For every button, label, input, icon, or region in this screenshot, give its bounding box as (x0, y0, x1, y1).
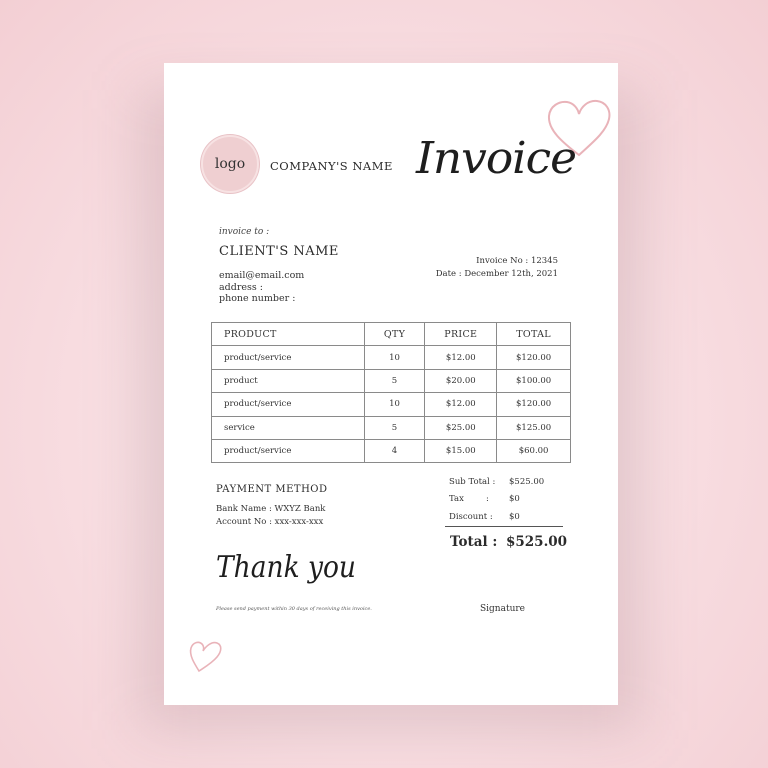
total-value: $525.00 (506, 534, 568, 550)
payment-note: Please send payment within 30 days of receiving this invoice. (216, 606, 372, 612)
cell-price: $25.00 (425, 416, 497, 439)
table-row (212, 439, 571, 462)
cell-price: $12.00 (425, 346, 497, 369)
header-total: TOTAL (497, 323, 571, 346)
invoice-to-label: invoice to : (219, 227, 270, 237)
cell-total: $125.00 (497, 416, 571, 439)
thank-you-text: Thank you (216, 550, 356, 585)
subtotal-value: $525.00 (509, 477, 545, 487)
logo-text: logo (214, 156, 246, 172)
cell-product: product/service (212, 346, 365, 369)
cell-total: $120.00 (497, 346, 571, 369)
company-name: COMPANY'S NAME (270, 159, 393, 173)
heart-outline-icon (186, 635, 226, 675)
tax-value: $0 (509, 494, 520, 504)
cell-price: $12.00 (425, 393, 497, 416)
tax-colon: : (486, 494, 489, 504)
subtotal-label: Sub Total : (449, 477, 496, 487)
discount-label: Discount : (449, 512, 493, 522)
cell-product: product/service (212, 439, 365, 462)
cell-product: service (212, 416, 365, 439)
table-header-row (212, 323, 571, 346)
invoice-title-text: Invoice (414, 133, 576, 184)
table-row (212, 416, 571, 439)
client-contact (219, 270, 304, 305)
table-row (212, 369, 571, 392)
cell-price: $15.00 (425, 439, 497, 462)
invoice-number: Invoice No : 12345 (476, 256, 558, 266)
payment-method-title: PAYMENT METHOD (216, 484, 328, 495)
tax-label: Tax (449, 494, 464, 504)
header-product: PRODUCT (212, 323, 365, 346)
client-email: email@email.com (219, 270, 305, 281)
cell-product: product (212, 369, 365, 392)
cell-total: $100.00 (497, 369, 571, 392)
thank-you-script (214, 533, 364, 595)
payment-details (216, 503, 325, 528)
cell-qty: 10 (364, 393, 425, 416)
cell-qty: 4 (364, 439, 425, 462)
cell-total: $60.00 (497, 439, 571, 462)
account-number: Account No : xxx-xxx-xxx (216, 516, 324, 527)
logo (201, 135, 259, 193)
items-table (211, 322, 571, 463)
invoice-date: Date : December 12th, 2021 (435, 269, 558, 279)
table-row (212, 393, 571, 416)
invoice-page (164, 63, 618, 705)
cell-qty: 5 (364, 416, 425, 439)
summary-divider (445, 526, 563, 527)
header-price: PRICE (425, 323, 497, 346)
header-qty: QTY (364, 323, 425, 346)
discount-value: $0 (509, 512, 520, 522)
cell-qty: 10 (364, 346, 425, 369)
bank-name: Bank Name : WXYZ Bank (216, 504, 326, 514)
invoice-title (414, 123, 584, 193)
client-address: address : (219, 281, 263, 293)
cell-price: $20.00 (425, 369, 497, 392)
grand-total (450, 534, 567, 550)
table-row (212, 346, 571, 369)
cell-total: $120.00 (497, 393, 571, 416)
signature-label: Signature (480, 604, 526, 614)
cell-qty: 5 (364, 369, 425, 392)
client-name: CLIENT'S NAME (219, 244, 339, 259)
total-label: Total : (450, 534, 498, 550)
client-phone: phone number : (219, 293, 296, 304)
cell-product: product/service (212, 393, 365, 416)
